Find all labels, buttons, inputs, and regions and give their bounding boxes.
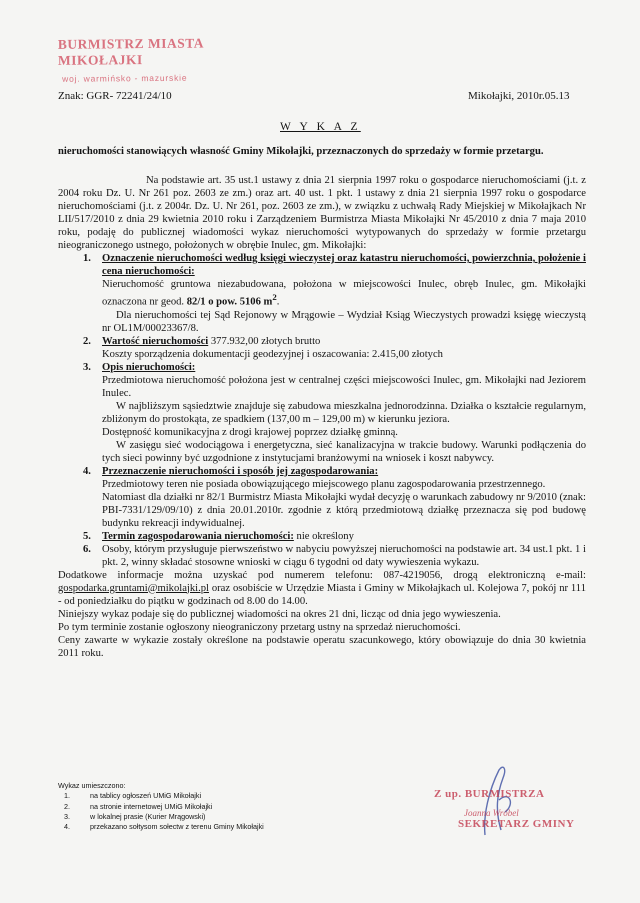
stamp-line-1: BURMISTRZ MIASTA MIKOŁAJKI [57,35,204,68]
stamp-line-2: Joanna Wróbel [464,808,519,818]
email-link[interactable]: gospodarka.gruntami@mikolajki.pl [58,582,209,594]
list-item [58,812,264,822]
item-text: Koszty sporządzenia dokumentacji geodezyjnej i oszacowania: 2.415,00 złotych [102,348,443,360]
item-text: Natomiast dla działki nr 82/1 Burmistrz Miasta Mikołajki wydał decyzję o warunkach zabudowy nr 9/2010 (znak: PBI-7331/129/09/10) z dnia 20.01.2010r. zgodnie z którą przedmiotową działkę przeznacza się pod budowę budynku rekreacji indywidualnej. [102,491,586,529]
stamp-line-3: SEKRETARZ GMINY [458,818,575,830]
distribution-label: Wykaz umieszczono: [58,781,126,790]
item-heading: Przeznaczenie nieruchomości i sposób jej zagospodarowania: [102,465,379,477]
valuation-paragraph: Ceny zawarte w wykazie zostały określone na podstawie operatu szacunkowego, który obowiązuje do dnia 30 kwietnia 2011 roku. [58,634,586,659]
list-item [58,822,264,832]
item-text: Dostępność komunikacyjna z drogi krajowej poprzez działkę gminną. [102,426,398,438]
intro-heading: nieruchomości stanowiących własność Gminy Mikołajki, przeznaczonych do sprzedaży w formie przetargu. [58,146,544,157]
list-item [58,791,264,801]
list-item [58,530,586,543]
superscript: 2 [272,292,277,302]
entry-text: przekazano sołtysom sołectw z terenu Gminy Mikołajki [90,822,264,832]
document-title: W Y K A Z [280,121,361,133]
reference-number: Znak: GGR- 72241/24/10 [58,90,172,102]
entry-text: na stronie internetowej UMiG Mikołajki [90,801,213,811]
item-number: 1. [83,253,91,264]
item-heading: Termin zagospodarowania nieruchomości: [102,530,294,542]
list-item [58,335,586,361]
item-heading: Wartość nieruchomości [102,335,209,347]
entry-number: 4. [64,822,70,832]
contact-text: oraz osobiście w Urzędzie Miasta i Gminy w Mikołajkach ul. Kolejowa 7, pokój nr 111 - od poniedziałku do piątku w godzinach od 8.00 do 14.00. [58,582,586,607]
preamble: Na podstawie art. 35 ust.1 ustawy z dnia 21 sierpnia 1997 roku o gospodarce nieruchomościami (j.t. z 2004 roku Dz. U. Nr 261 poz. 2603 ze zm.) oraz art. 40 ust. 1 pkt. 1 ustawy z dnia 21 sierpnia 1997 roku o gospodarce nieruchomościami (j.t. z 2004r. Dz. U. Nr 261, poz. 2603 ze zm.), w związku z uchwałą Rady Miejskiej w Mikołajkach Nr LII/517/2010 z dnia 29 kwietnia 2010 roku i Zarządzeniem Burmistrza Miasta Mikołajki Nr 45/2010 z dnia 7 maja 2010 roku, podaję do publicznej wiadomości wykaz nieruchomości wytypowanych do sprzedaży w formie przetargu nieograniczonego ustnego, położonych w obrębie Inulec, gm. Mikołajki: [58,175,586,251]
item-text-part: Nieruchomość gruntowa niezabudowana, położona w miejscowości Inulec, obręb Inulec, gm. Mikołajki oznaczona nr geod. [102,279,586,308]
item-text: Osoby, którym przysługuje pierwszeństwo w nabyciu powyższej nieruchomości na podstawie art. 34 ust.1 pkt. 1 i pkt. 2, winny składać stosowne wnioski w ciągu 6 tygodni od daty wywieszenia wykazu. [102,543,586,568]
list-item [58,543,586,569]
place-date: Mikołajki, 2010r.05.13 [468,90,570,102]
mayor-stamp [58,35,248,86]
entry-number: 1. [64,791,70,801]
stamp-line-1: Z up. BURMISTRZA [434,788,545,800]
entry-number: 2. [64,801,70,811]
item-number: 2. [83,335,91,347]
contact-paragraph [58,569,586,608]
item-text: W najbliższym sąsiedztwie znajduje się zabudowa mieszkalna jednorodzinna. Działka o kształcie regularnym, zbliżonym do prostokąta, ze spadkiem (137,00 m – 129,00 m) w kierunku jeziora. [102,400,586,425]
item-text [102,278,586,309]
item-value: 377.932,00 złotych brutto [208,335,321,347]
item-number: 6. [83,543,91,555]
item-text: Dla nieruchomości tej Sąd Rejonowy w Mrągowie – Wydział Ksiąg Wieczystych prowadzi księgę wieczystą nr OL1M/00023367/8. [102,309,586,334]
parcel-number: 82/1 o pow. 5106 m [186,296,273,308]
items-list [58,252,586,569]
item-text: Przedmiotowy teren nie posiada obowiązującego miejscowego planu zagospodarowania przestrzennego. [102,478,546,490]
entry-text: w lokalnej prasie (Kurier Mrągowski) [90,811,206,821]
contact-text: Dodatkowe informacje można uzyskać pod numerem telefonu: 087-4219056, drogą elektroniczną e-mail: [58,569,586,581]
publication-paragraph: Niniejszy wykaz podaje się do publicznej wiadomości na okres 21 dni, licząc od dnia jego wywieszenia. [58,608,501,620]
item-text: Przedmiotowa nieruchomość położona jest w centralnej części miejscowości Inulec, gm. Mikołajki nad Jeziorem Inulec. [102,374,586,399]
stamp-line-2: woj. warmińsko - mazurskie [62,72,188,84]
item-number: 3. [83,361,91,373]
item-heading: Opis nieruchomości: [102,361,196,373]
entry-text: na tablicy ogłoszeń UMiG Mikołajki [90,791,202,801]
list-item [58,802,264,812]
item-number: 4. [83,465,91,477]
punct: . [276,296,280,308]
item-value: nie określony [293,530,354,542]
document-body [58,174,586,660]
tender-paragraph: Po tym terminie zostanie ogłoszony nieograniczony przetarg ustny na sprzedaż nieruchomości. [58,621,461,633]
entry-number: 3. [64,811,70,821]
item-text: W zasięgu sieć wodociągowa i energetyczna, sieć kanalizacyjna w trakcie budowy. Warunki podłączenia do tych sieci powinny być uzgodnione z instytucjami branżowymi na wniosek i koszt nabywcy. [102,439,586,464]
list-item [58,361,586,465]
distribution-list [58,781,264,832]
list-item [58,252,586,335]
item-heading: Oznaczenie nieruchomości według księgi wieczystej oraz katastru nieruchomości, powierzchnia, położenie i cena nieruchomości: [102,253,586,277]
item-number: 5. [83,530,91,542]
secretary-stamp [430,788,580,831]
list-item [58,465,586,530]
